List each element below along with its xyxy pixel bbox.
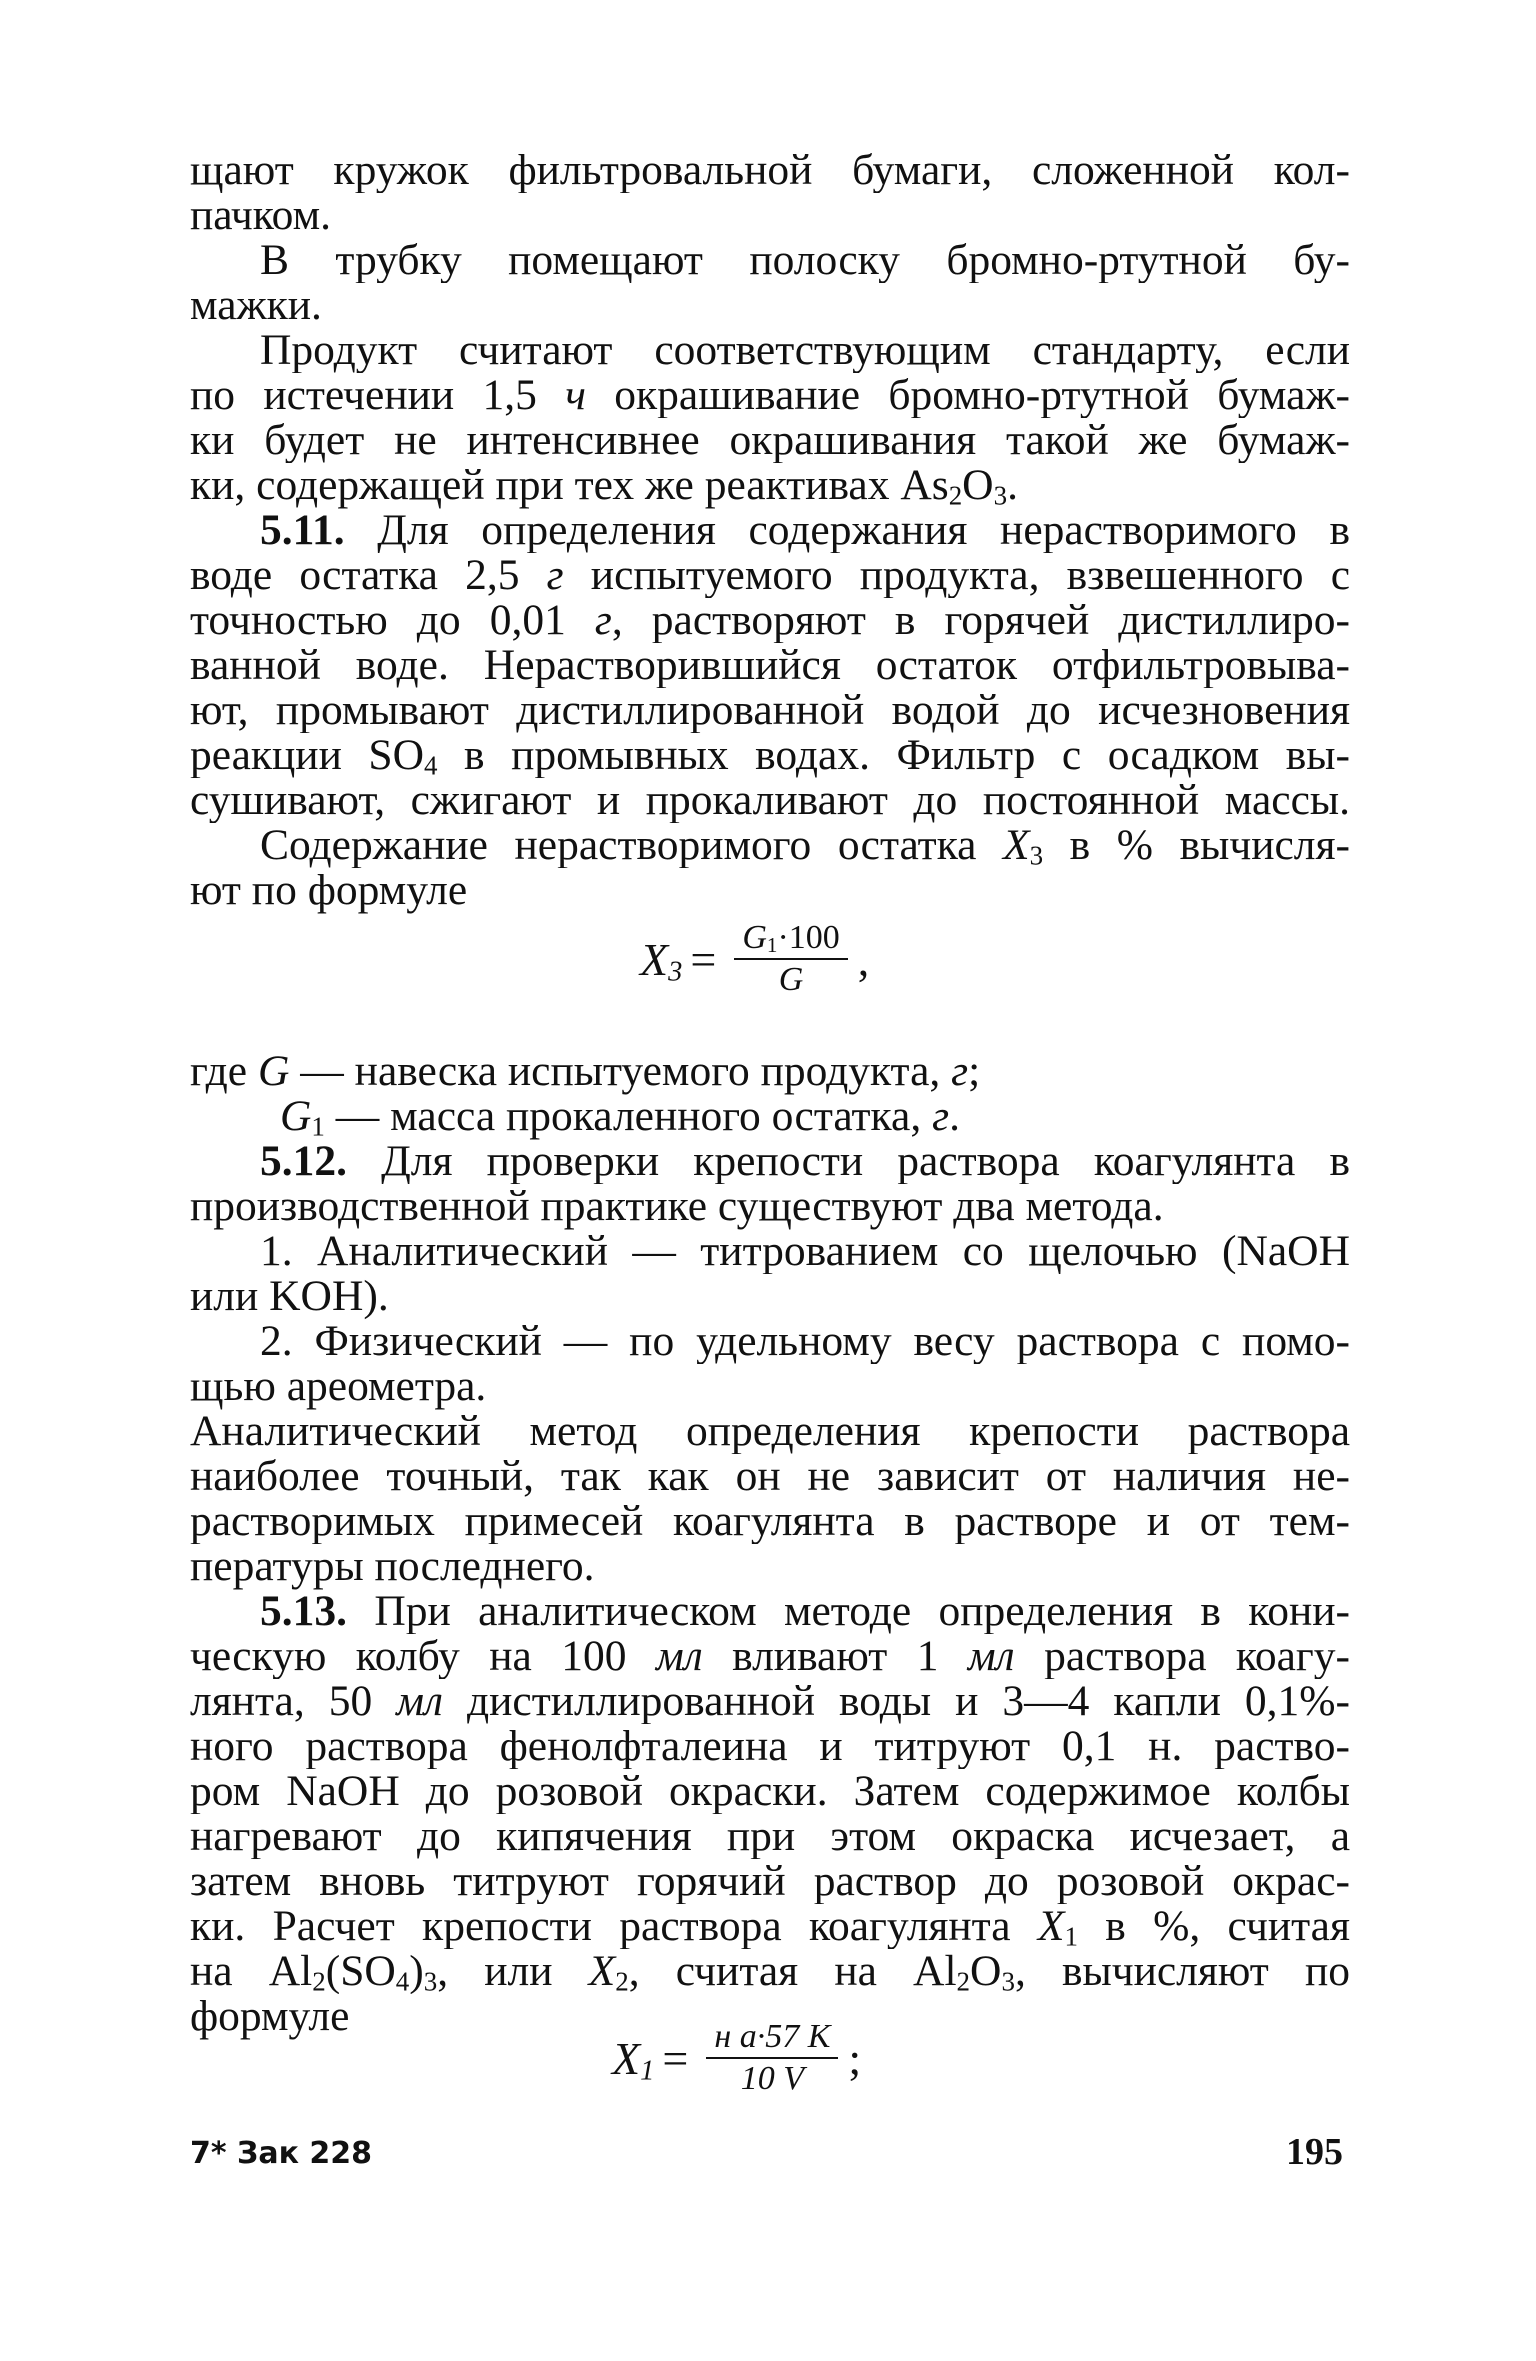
text-line: ки будет не интенсивнее окрашивания такой же бумаж- (190, 418, 1350, 463)
text-line: воде остатка 2,5 г испытуемого продукта, взвешенного с (190, 553, 1350, 598)
text-line: щают кружок фильтровальной бумаги, сложенной кол- (190, 148, 1350, 193)
body-text (190, 148, 1350, 2039)
text-line: пачком. (190, 191, 331, 239)
text-line: ют по формуле (190, 866, 468, 914)
text-line: ки. Расчет крепости раствора коагулянта $X_1$ в %, считая (190, 1904, 1350, 1949)
text-line: ного раствора фенолфталеина и титруют 0,1 н. раство- (190, 1724, 1350, 1769)
text-line: Содержание нерастворимого остатка $X_3$ в % вычисля- (260, 823, 1350, 868)
formula-fraction (706, 2017, 838, 2099)
text-line: реакции $SO_4$ в промывных водах. Фильтр с осадком вы- (190, 733, 1350, 778)
text-line: ческую колбу на 100 мл вливают 1 мл раствора коагу- (190, 1634, 1350, 1679)
formula-denominator: G (778, 961, 804, 998)
text-line: наиболее точный, так как он не зависит от наличия не- (190, 1454, 1350, 1499)
text-line: производственной практике существуют два метода. (190, 1182, 1164, 1230)
text-line: 1. Аналитический — титрованием со щелочью (NaOH (260, 1229, 1350, 1274)
text-line: затем вновь титруют горячий раствор до розовой окрас- (190, 1859, 1350, 1904)
text-line: В трубку помещают полоску бромно-ртутной бу- (260, 238, 1350, 283)
page-number: 195 (1286, 2131, 1343, 2173)
formula-fraction (734, 918, 847, 1000)
text-line: щью ареометра. (190, 1362, 487, 1410)
formula-numerator: н a·57 K (706, 2017, 838, 2059)
formula-lhs: $X_1$ (612, 2032, 655, 2087)
text-line: 5.13. При аналитическом методе определения в кони- (260, 1589, 1350, 1634)
text-line: или KOH). (190, 1272, 389, 1320)
text-line: где G — навеска испытуемого продукта, г; (190, 1047, 981, 1095)
text-line: лянта, 50 мл дистиллированной воды и 3—4 капли 0,1%- (190, 1679, 1350, 1724)
text-line: ром NaOH до розовой окраски. Затем содержимое колбы (190, 1769, 1350, 1814)
text-line: растворимых примесей коагулянта в растворе и от тем- (190, 1499, 1350, 1544)
text-line: сушивают, сжигают и прокаливают до постоянной массы. (190, 778, 1350, 823)
text-line: ют, промывают дистиллированной водой до исчезновения (190, 688, 1350, 733)
text-line: 5.12. Для проверки крепости раствора коагулянта в (260, 1139, 1350, 1184)
text-line: ванной воде. Нерастворившийся остаток отфильтровыва- (190, 643, 1350, 688)
text-line: $G_1$ — масса прокаленного остатка, г. (280, 1092, 960, 1142)
text-line: Аналитический метод определения крепости раствора (190, 1409, 1350, 1454)
text-line: пературы последнего. (190, 1542, 595, 1590)
formula-x3 (640, 918, 869, 1000)
formula-equals: = (662, 2032, 689, 2084)
text-line: по истечении 1,5 ч окрашивание бромно-ртутной бумаж- (190, 373, 1350, 418)
formula-numerator: $G_1\cdot 100$ (734, 918, 847, 960)
text-line: 5.11. Для определения содержания нерастворимого в (260, 508, 1350, 553)
text-line: на $Al_2(SO_4)_3$, или $X_2$, считая на $Al_2O_3$, вычисляют по (190, 1949, 1350, 1994)
formula-denominator: 10 V (740, 2060, 804, 2097)
text-line: точностью до 0,01 г, растворяют в горячей дистиллиро- (190, 598, 1350, 643)
text-line: ки, содержащей при тех же реактивах $As_2O_3$. (190, 461, 1018, 511)
text-line: нагревают до кипячения при этом окраска исчезает, а (190, 1814, 1350, 1859)
text-line: мажки. (190, 281, 322, 329)
text-line: формуле (190, 1992, 350, 2040)
formula-trail: ; (848, 2032, 862, 2084)
text-line: 2. Физический — по удельному весу раствора с помо- (260, 1319, 1350, 1364)
formula-lhs: $X_3$ (640, 933, 683, 988)
formula-trail: , (857, 933, 870, 985)
formula-x1 (612, 2017, 861, 2099)
print-signature: 7* Зак 228 (190, 2136, 372, 2171)
text-line: Продукт считают соответствующим стандарту, если (260, 328, 1350, 373)
formula-equals: = (690, 933, 717, 985)
